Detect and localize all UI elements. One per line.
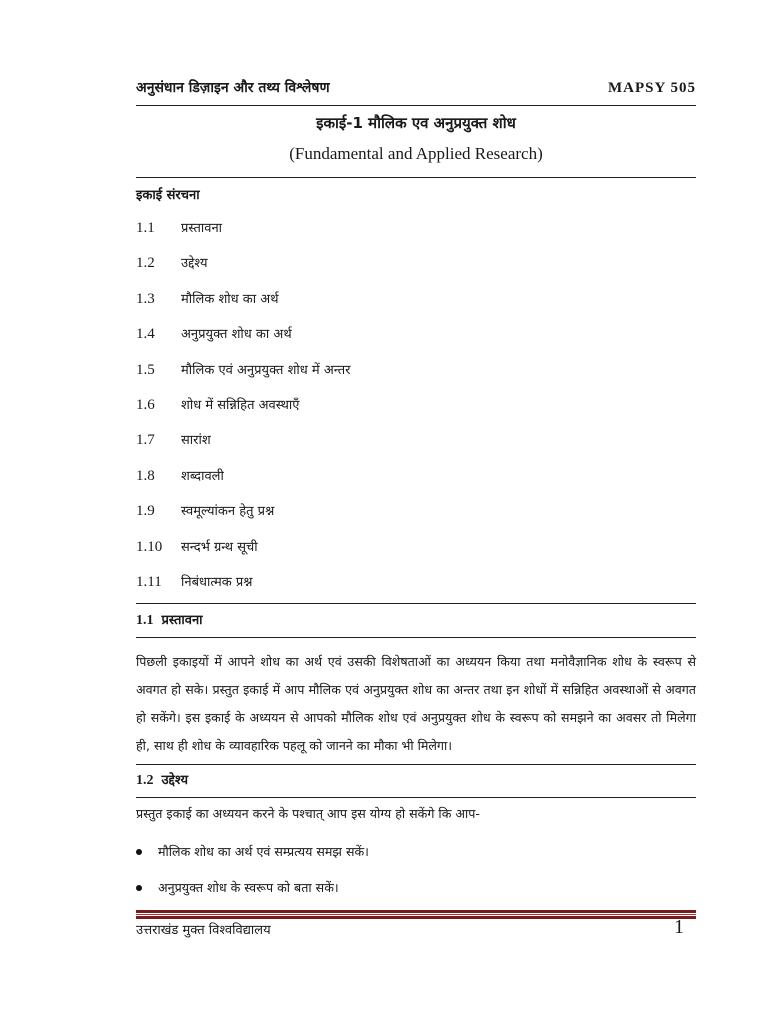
toc-item — [136, 218, 616, 253]
toc-item-number: 1.6 — [136, 396, 155, 413]
toc-item-label: उद्देश्य — [181, 256, 208, 272]
unit-structure-heading: इकाई संरचना — [136, 188, 200, 203]
toc-item — [136, 289, 616, 324]
list-item — [136, 838, 696, 874]
toc-item-number: 1.9 — [136, 503, 155, 520]
toc-item-label: शोध में सन्निहित अवस्थाएँ — [181, 397, 300, 413]
list-item — [136, 874, 696, 910]
objectives-list — [136, 838, 696, 910]
toc-item-label: स्वमूल्यांकन हेतु प्रश्न — [181, 504, 275, 520]
toc-item-label: मौलिक शोध का अर्थ — [181, 291, 279, 307]
toc-item — [136, 395, 616, 430]
title-divider — [136, 177, 696, 178]
objectives-paragraph: प्रस्तुत इकाई का अध्ययन करने के पश्चात् आप इस योग्य हो सकेंगे कि आप- — [136, 806, 480, 821]
section-divider — [136, 603, 696, 604]
introduction-paragraph: पिछली इकाइयों में आपने शोध का अर्थ एवं उसकी विशेषताओं का अध्ययन किया तथा मनोवैज्ञानिक शोध के स्वरूप से अवगत हो सके। प्रस्तुत इकाई में आप मौलिक एवं अनुप्रयुक्त शोध का अन्तर तथा इन शोधों में सन्निहित अवस्थाओं से अवगत हो सकेंगे। इस इकाई के अध्ययन से आपको मौलिक शोध एवं अनुप्रयुक्त शोध के स्वरूप को समझने का अवसर तो मिलेगा ही, साथ ही शोध के व्यावहारिक पहलू को जानने का मौका भी मिलेगा। — [136, 654, 696, 753]
page-number: 1 — [674, 916, 684, 938]
book-title: अनुसंधान डिज़ाइन और तथ्य विश्लेषण — [136, 80, 330, 96]
toc-item-label: अनुप्रयुक्त शोध का अर्थ — [181, 327, 292, 343]
toc-item-number: 1.8 — [136, 467, 155, 484]
section-heading-introduction — [136, 610, 203, 629]
toc-item — [136, 253, 616, 288]
toc-item — [136, 501, 616, 536]
bullet-icon — [136, 885, 142, 891]
toc-item-number: 1.7 — [136, 432, 155, 449]
unit-structure-list — [136, 218, 616, 607]
section-number: 1.2 — [136, 773, 154, 788]
unit-title: इकाई-1 मौलिक एव अनुप्रयुक्त शोध — [316, 114, 516, 132]
footer-divider — [136, 910, 696, 919]
toc-item-number: 1.4 — [136, 326, 155, 343]
bullet-icon — [136, 849, 142, 855]
section-divider — [136, 764, 696, 765]
toc-item-label: मौलिक एवं अनुप्रयुक्त शोध में अन्तर — [181, 362, 351, 378]
toc-item-label: प्रस्तावना — [181, 221, 223, 236]
toc-item-label: शब्दावली — [181, 468, 224, 484]
toc-item-label: सारांश — [181, 433, 211, 449]
section-divider — [136, 797, 696, 798]
toc-item — [136, 537, 616, 572]
toc-item — [136, 360, 616, 395]
toc-item-number: 1.10 — [136, 538, 163, 555]
running-header — [136, 78, 696, 100]
list-item-text: मौलिक शोध का अर्थ एवं सम्प्रत्यय समझ सकें। — [158, 844, 369, 859]
course-code: MAPSY 505 — [607, 80, 696, 96]
toc-item-number: 1.1 — [136, 220, 155, 236]
toc-item-label: निबंधात्मक प्रश्न — [181, 574, 253, 590]
toc-item-number: 1.2 — [136, 255, 155, 272]
section-title: प्रस्तावना — [161, 613, 203, 628]
header-divider — [136, 105, 696, 106]
toc-item — [136, 430, 616, 465]
toc-item-number: 1.5 — [136, 361, 155, 378]
section-number: 1.1 — [136, 613, 154, 628]
toc-item — [136, 466, 616, 501]
university-name: उत्तराखंड मुक्त विश्वविद्यालय — [136, 923, 271, 938]
toc-item-number: 1.11 — [136, 573, 162, 590]
section-divider — [136, 637, 696, 638]
section-heading-objectives — [136, 770, 188, 789]
toc-item-label: सन्दर्भ ग्रन्थ सूची — [181, 539, 258, 555]
toc-item — [136, 572, 616, 607]
toc-item — [136, 324, 616, 359]
section-title: उद्देश्य — [161, 773, 188, 788]
toc-item-number: 1.3 — [136, 290, 155, 307]
unit-subtitle: (Fundamental and Applied Research) — [289, 144, 543, 163]
list-item-text: अनुप्रयुक्त शोध के स्वरूप को बता सकें। — [158, 880, 339, 895]
